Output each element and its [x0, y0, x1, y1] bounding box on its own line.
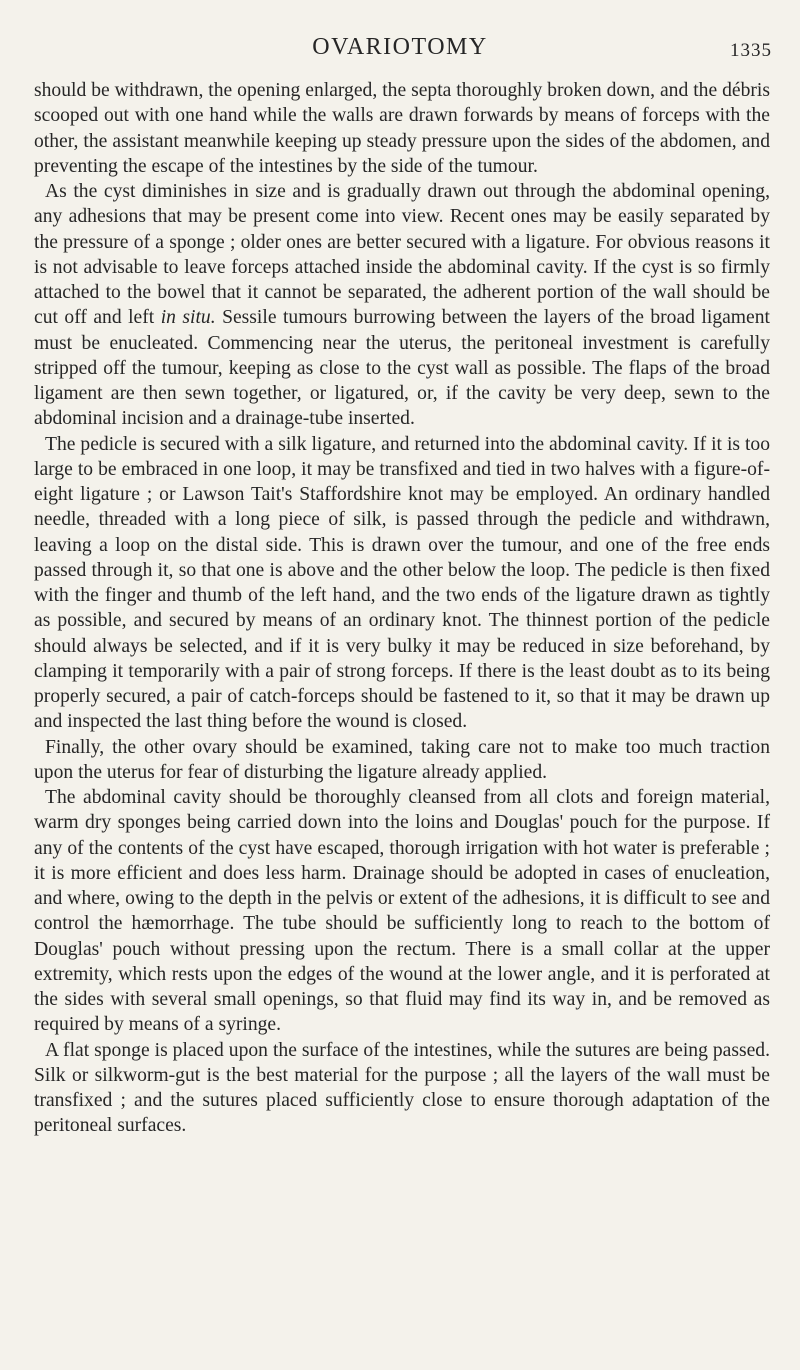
- paragraph-4: Finally, the other ovary should be examined, taking care not to make too much traction upon the uterus for fear of disturbing the ligature already applied.: [34, 736, 770, 783]
- page-number: 1335: [730, 40, 772, 61]
- paragraph-2: [34, 179, 770, 432]
- italic-phrase: in situ.: [160, 307, 216, 329]
- paragraph-1: should be withdrawn, the opening enlarged, the septa thoroughly broken down, and the débris scooped out with one hand while the walls are drawn forwards by means of forceps with the other, the assistant meanwhile keeping up steady pressure upon the sides of the abdomen, and preventing the escape of the intestines by the side of the tumour.: [34, 80, 770, 177]
- paragraph-6: A flat sponge is placed upon the surface of the intestines, while the sutures are being passed. Silk or silkworm-gut is the best material for the purpose ; all the layers of the wall must be transfixed ; and the sutures placed sufficiently close to ensure thorough adaptation of the peritoneal surfaces.: [34, 1039, 770, 1137]
- page-header: [0, 34, 800, 68]
- paragraph-3: The pedicle is secured with a silk ligature, and returned into the abdominal cavity. If it is too large to be embraced in one loop, it may be transfixed and tied in two halves with a figure-of-eight ligature ; or Lawson Tait's Staffordshire knot may be employed. An ordinary handled needle, threaded with a long piece of silk, is passed through the pedicle and withdrawn, leaving a loop on the distal side. This is drawn over the tumour, and one of the free ends passed through it, so that one is above and the other below the loop. The pedicle is then fixed with the finger and thumb of the left hand, and the two ends of the ligature drawn as tightly as possible, and secured by means of an ordinary knot. The thinnest portion of the pedicle should always be selected, and if it is very bulky it may be reduced in size beforehand, by clamping it temporarily with a pair of strong forceps. If there is the least doubt as to its being properly secured, a pair of catch-forceps should be fastened to it, so that it may be drawn up and inspected the last thing before the wound is closed.: [34, 433, 770, 733]
- body-text: [34, 78, 770, 1139]
- paragraph-2-text-after: Sessile tumours burrowing between the layers of the broad ligament must be enucleated. Commencing near the uterus, the peritoneal investment is carefully stripped off the tumour, keeping as close to the cyst wall as possible. The flaps of the broad ligament are then sewn together, or ligatured, or, if the cavity be very deep, sewn to the abdominal incision and a drainage-tube inserted.: [34, 307, 770, 430]
- paragraph-2-text-before: As the cyst diminishes in size and is gradually drawn out through the abdominal opening, any adhesions that may be present come into view. Recent ones may be easily separated by the pressure of a sponge ; older ones are better secured with a ligature. For obvious reasons it is not advisable to leave forceps attached inside the abdominal cavity. If the cyst is so firmly attached to the bowel that it cannot be separated, the adherent portion of the wall should be cut off and left: [34, 181, 770, 329]
- running-title: OVARIOTOMY: [312, 34, 488, 60]
- paragraph-5: The abdominal cavity should be thoroughly cleansed from all clots and foreign material, warm dry sponges being carried down into the loins and Douglas' pouch for the purpose. If any of the contents of the cyst have escaped, thorough irrigation with hot water is preferable ; it is more efficient and does less harm. Drainage should be adopted in cases of enucleation, and where, owing to the depth in the pelvis or extent of the adhesions, it is difficult to see and control the hæmorrhage. The tube should be sufficiently long to reach to the bottom of Douglas' pouch without pressing upon the rectum. There is a small collar at the upper extremity, which rests upon the edges of the wound at the lower angle, and it is perforated at the sides with several small openings, so that fluid may find its way in, and be removed as required by means of a syringe.: [34, 787, 770, 1036]
